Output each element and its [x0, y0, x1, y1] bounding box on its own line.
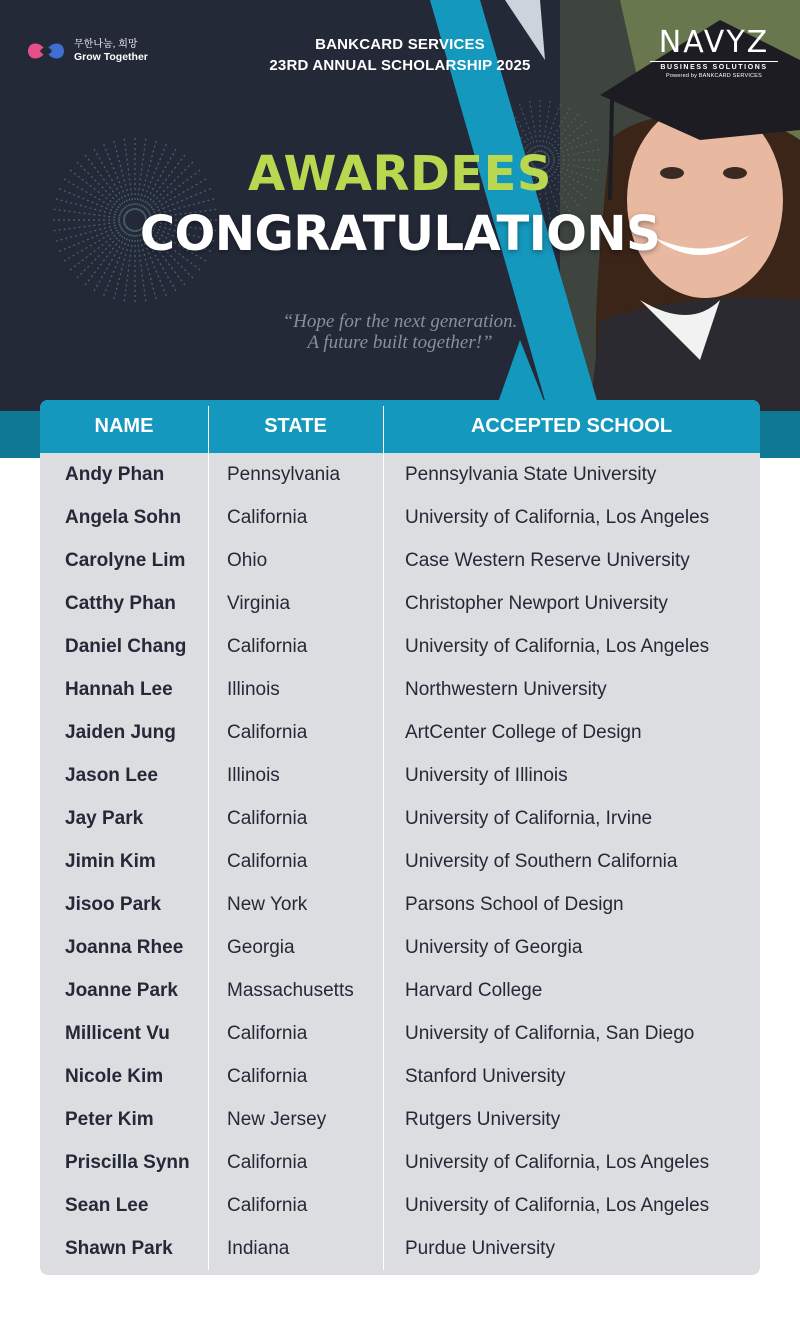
awardee-name: Daniel Chang [65, 635, 187, 657]
table-row [40, 1098, 760, 1141]
awardee-school: University of Georgia [405, 936, 583, 958]
awardee-school: ArtCenter College of Design [405, 721, 642, 743]
table-row [40, 1227, 760, 1270]
table-row [40, 539, 760, 582]
awardee-name: Jay Park [65, 807, 144, 829]
awardee-name: Andy Phan [65, 463, 165, 485]
awardee-school: University of California, Los Angeles [405, 1194, 710, 1216]
table-row [40, 496, 760, 539]
awardee-name: Hannah Lee [65, 678, 173, 700]
awardee-school: University of California, Los Angeles [405, 1151, 710, 1173]
awardee-state: California [227, 850, 308, 872]
awardee-name: Sean Lee [65, 1194, 149, 1216]
awardee-name: Priscilla Synn [65, 1151, 190, 1173]
awardee-state: California [227, 1022, 308, 1044]
table-header [40, 400, 760, 453]
awardee-state: California [227, 1194, 308, 1216]
awardee-name: Jaiden Jung [65, 721, 176, 743]
table-row [40, 582, 760, 625]
awardee-state: New York [227, 893, 308, 915]
awardee-school: University of California, San Diego [405, 1022, 695, 1044]
hero-quote [240, 311, 560, 353]
table-row [40, 926, 760, 969]
navyz-logo-name: NAVYZ [658, 25, 770, 60]
navyz-logo [650, 25, 778, 79]
awardee-school: Parsons School of Design [405, 893, 624, 915]
awardee-state: California [227, 721, 308, 743]
hero-banner [0, 0, 800, 458]
awardee-school: Harvard College [405, 979, 543, 1001]
awardee-name: Jason Lee [65, 764, 158, 786]
awardee-state: Pennsylvania [227, 463, 341, 485]
table-row [40, 453, 760, 496]
headline-congratulations: CONGRATULATIONS [139, 206, 661, 262]
awardee-school: Christopher Newport University [405, 592, 668, 614]
awardee-school: University of California, Los Angeles [405, 635, 710, 657]
awardee-school: University of Southern California [405, 850, 678, 872]
event-title [230, 34, 570, 76]
awardee-state: Virginia [227, 592, 291, 614]
awardee-name: Jisoo Park [65, 893, 162, 915]
awardee-state: California [227, 1151, 308, 1173]
table-row [40, 754, 760, 797]
awardee-name: Nicole Kim [65, 1065, 164, 1087]
awardee-name: Millicent Vu [65, 1022, 170, 1044]
awardee-school: Stanford University [405, 1065, 566, 1087]
quote-line2: A future built together!” [307, 332, 493, 353]
navyz-powered-by: Powered by BANKCARD SERVICES [666, 73, 762, 79]
table-row [40, 883, 760, 926]
table-row [40, 625, 760, 668]
awardee-school: Northwestern University [405, 678, 607, 700]
awardee-name: Angela Sohn [65, 506, 182, 528]
awardee-school: University of California, Irvine [405, 807, 653, 829]
awardee-school: Purdue University [405, 1237, 555, 1259]
awardee-state: Georgia [227, 936, 295, 958]
navyz-logo-subtitle: BUSINESS SOLUTIONS [650, 61, 778, 71]
quote-line1: “Hope for the next generation. [282, 311, 518, 332]
awardee-school: University of Illinois [405, 764, 568, 786]
table-row [40, 1012, 760, 1055]
column-header-state: STATE [264, 415, 327, 437]
table-row [40, 969, 760, 1012]
logo-tagline: Grow Together [74, 51, 148, 63]
table-row [40, 1055, 760, 1098]
awardee-name: Shawn Park [65, 1237, 173, 1259]
awardee-name: Joanne Park [65, 979, 178, 1001]
awardee-state: California [227, 1065, 308, 1087]
table-row [40, 1184, 760, 1227]
headline-awardees: AWARDEES [248, 146, 552, 202]
awardee-state: California [227, 635, 308, 657]
awardees-table [40, 400, 760, 1275]
table-body [40, 453, 760, 1270]
event-title-line1: BANKCARD SERVICES [315, 36, 485, 53]
heart-infinity-logo-icon [26, 38, 66, 64]
column-header-name: NAME [94, 415, 154, 437]
table-row [40, 1141, 760, 1184]
table-row [40, 840, 760, 883]
awardee-state: New Jersey [227, 1108, 327, 1130]
awardee-name: Carolyne Lim [65, 549, 186, 571]
awardee-state: California [227, 807, 308, 829]
awardee-school: Pennsylvania State University [405, 463, 657, 485]
awardee-state: Massachusetts [227, 979, 354, 1001]
awardee-state: Illinois [227, 678, 280, 700]
table-row [40, 668, 760, 711]
event-title-line2: 23RD ANNUAL SCHOLARSHIP 2025 [269, 57, 531, 74]
table-row [40, 711, 760, 754]
awardee-state: Illinois [227, 764, 280, 786]
awardee-school: University of California, Los Angeles [405, 506, 710, 528]
table-row [40, 797, 760, 840]
awardee-state: Indiana [227, 1237, 290, 1259]
awardee-school: Rutgers University [405, 1108, 561, 1130]
logo-tagline-korean: 무한나눔, 희망 [74, 39, 138, 50]
awardee-name: Jimin Kim [65, 850, 156, 872]
awardee-name: Catthy Phan [65, 592, 176, 614]
awardee-school: Case Western Reserve University [405, 549, 690, 571]
awardee-state: California [227, 506, 308, 528]
column-header-school: ACCEPTED SCHOOL [470, 415, 673, 437]
awardee-name: Peter Kim [65, 1108, 154, 1130]
grow-together-logo [26, 38, 148, 64]
awardee-name: Joanna Rhee [65, 936, 184, 958]
awardee-state: Ohio [227, 549, 268, 571]
